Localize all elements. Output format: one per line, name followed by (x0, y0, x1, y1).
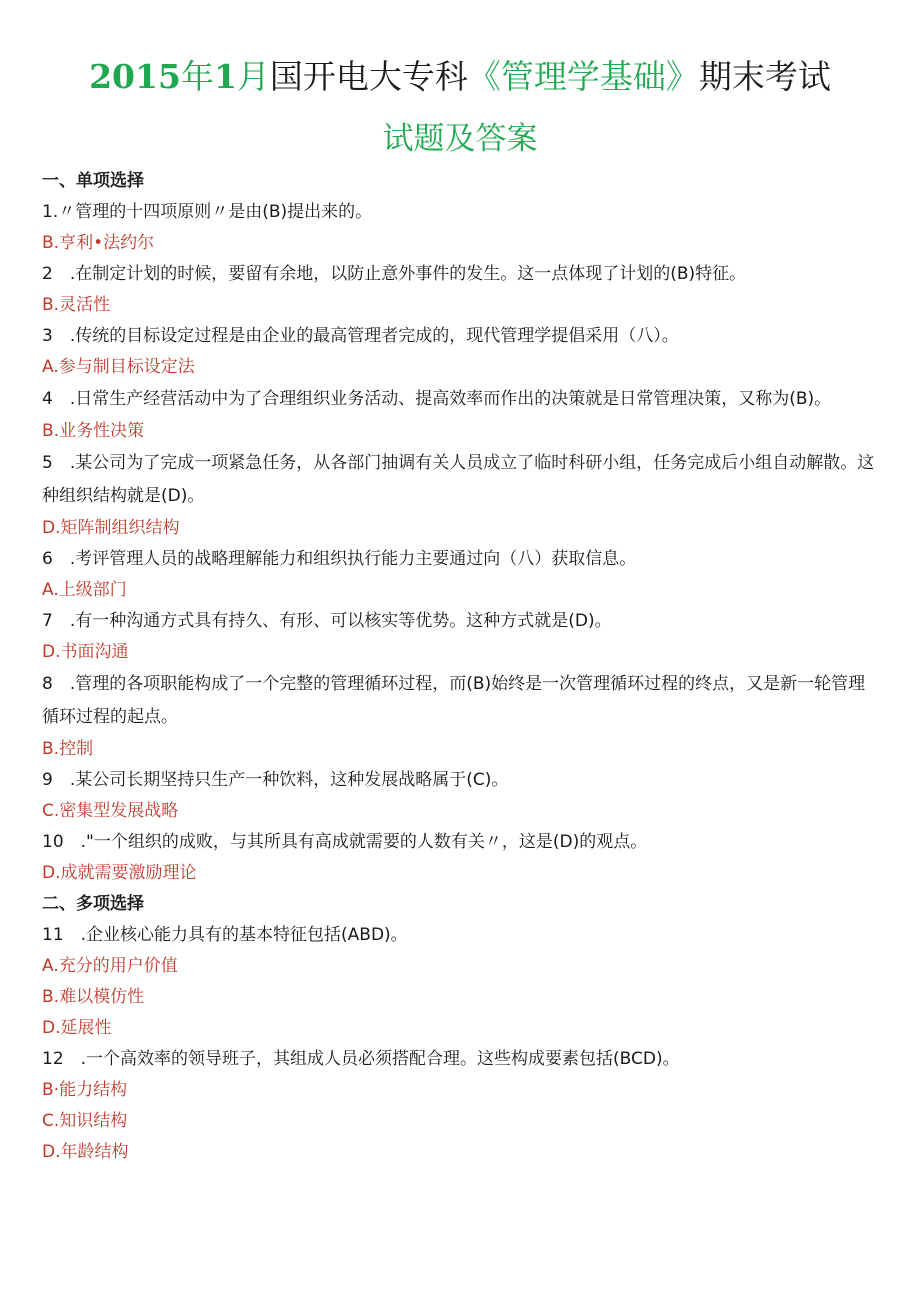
answer-text: D.矩阵制组织结构 (42, 518, 180, 538)
title-month: 1 (213, 57, 237, 96)
answer-text: D.延展性 (42, 1018, 112, 1038)
question-text: 5 .某公司为了完成一项紧急任务，从各部门抽调有关人员成立了临时科研小组，任务完成后小组自动解散。这种组织结构就是(D)。 (42, 453, 875, 506)
question-text: 10 ."一个组织的成败，与其所具有高成就需要的人数有关〃，这是(D)的观点。 (42, 832, 648, 852)
question-text: 2 .在制定计划的时候，要留有余地，以防止意外事件的发生。这一点体现了计划的(B)特征。 (42, 264, 747, 284)
question-text: 11 .企业核心能力具有的基本特征包括(ABD)。 (42, 925, 408, 945)
answer-text: D.年龄结构 (42, 1142, 129, 1162)
answer-text: C.密集型发展战略 (42, 801, 179, 821)
answer-text: B.控制 (42, 739, 94, 759)
answer-text: A.上级部门 (42, 580, 127, 600)
question-text: 4 .日常生产经营活动中为了合理组织业务活动、提高效率而作出的决策就是日常管理决策，又称为(B)。 (42, 389, 832, 409)
question-text: 6 .考评管理人员的战略理解能力和组织执行能力主要通过向（八）获取信息。 (42, 549, 637, 569)
title-end: 期末考试 (698, 57, 831, 96)
title-mid: 国开电大专科 (269, 57, 468, 96)
answer-text: D.成就需要激励理论 (42, 863, 197, 883)
title-year: 2015 (89, 57, 181, 96)
answer-text: D.书面沟通 (42, 642, 129, 662)
answer-text: B.难以模仿性 (42, 987, 145, 1007)
section-heading: 二、多项选择 (42, 894, 144, 914)
answer-text: B·能力结构 (42, 1080, 128, 1100)
answer-text: A.充分的用户价值 (42, 956, 178, 976)
title-nian: 年 (180, 57, 214, 96)
title-yue: 月 (236, 57, 270, 96)
title-course: 《管理学基础》 (467, 57, 699, 96)
question-text: 7 .有一种沟通方式具有持久、有形、可以核实等优势。这种方式就是(D)。 (42, 611, 612, 631)
document-subtitle: 试题及答案 (382, 121, 538, 157)
answer-text: A.参与制目标设定法 (42, 357, 195, 377)
document-title (0, 52, 920, 102)
section-heading: 一、单项选择 (42, 171, 144, 191)
question-list (42, 166, 882, 1168)
answer-text: B.灵活性 (42, 295, 111, 315)
answer-text: B.亨利•法约尔 (42, 233, 155, 253)
question-text: 3 .传统的目标设定过程是由企业的最高管理者完成的，现代管理学提倡采用（八）。 (42, 326, 679, 346)
question-text: 1.〃管理的十四项原则〃是由(B)提出来的。 (42, 202, 373, 222)
answer-text: B.业务性决策 (42, 421, 145, 441)
answer-text: C.知识结构 (42, 1111, 128, 1131)
question-text: 12 .一个高效率的领导班子，其组成人员必须搭配合理。这些构成要素包括(BCD)。 (42, 1049, 680, 1069)
question-text: 8 .管理的各项职能构成了一个完整的管理循环过程，而(B)始终是一次管理循环过程的终点，又是新一轮管理循环过程的起点。 (42, 674, 866, 727)
question-text: 9 .某公司长期坚持只生产一种饮料，这种发展战略属于(C)。 (42, 770, 509, 790)
